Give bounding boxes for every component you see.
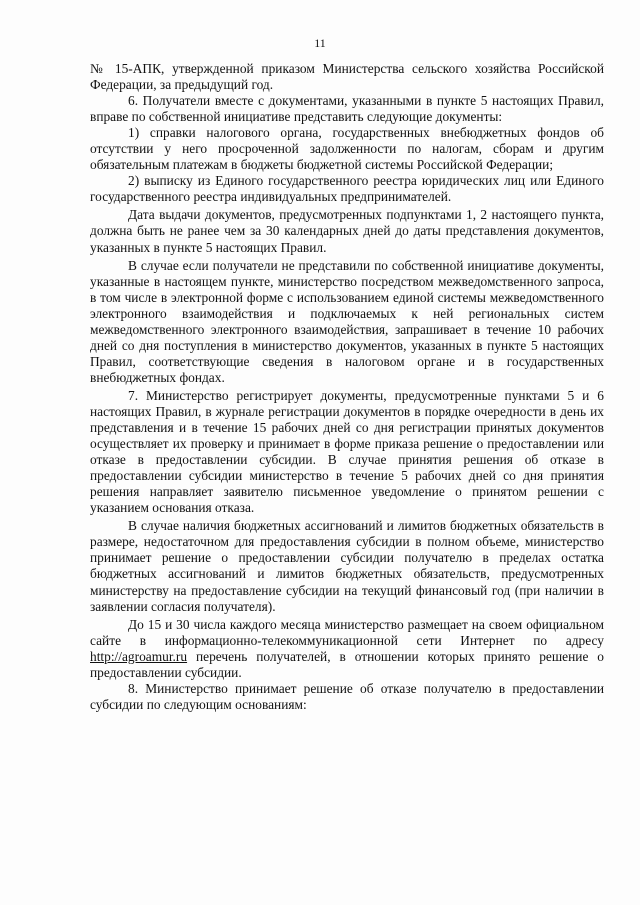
agroamur-link[interactable]: http://agroamur.ru — [90, 648, 188, 664]
document-body — [90, 61, 604, 713]
page-number: 11 — [314, 36, 326, 50]
publication-text-before: До 15 и 30 числа каждого месяца министерство размещает на своем официальном сайте в информационно-телекоммуникационной сети Интернет по адресу — [90, 616, 604, 648]
paragraph-budget-limits: В случае наличия бюджетных ассигнований и лимитов бюджетных обязательств в размере, недостаточном для предоставления субсидии в полном объеме, министерство принимает решение о предоставлении субсидии получателю в пределах остатка бюджетных ассигнований и лимитов бюджетных обязательств, предусмотренных министерству на предоставление субсидии на текущий финансовый год (при наличии в заявлении согласия получателя). — [90, 518, 604, 614]
publication-text-after: перечень получателей, в отношении которых принято решение о предоставлении субсидии. — [90, 648, 604, 680]
paragraph-clause-7: 7. Министерство регистрирует документы, предусмотренные пунктами 5 и 6 настоящих Правил, в журнале регистрации документов в порядке очередности в день их представления и в течение 15 рабочих дней со дня регистрации принятых документов осуществляет их проверку и принимает в форме приказа решение о предоставлении или отказе в предоставлении субсидии. В случае принятия решения об отказе в предоставлении субсидии министерство в течение 5 рабочих дней со дня принятия решения направляет заявителю письменное уведомление о принятом решении с указанием основания отказа. — [90, 387, 604, 516]
paragraph-item-1: 1) справки налогового органа, государственных внебюджетных фондов об отсутствии у него просроченной задолженности по налогам, сборам и другим обязательным платежам в бюджеты бюджетной системы Российской Федерации; — [90, 125, 604, 173]
paragraph-item-2: 2) выписку из Единого государственного реестра юридических лиц или Единого государственного реестра индивидуальных предпринимателей. — [90, 173, 604, 205]
paragraph-clause-8: 8. Министерство принимает решение об отказе получателю в предоставлении субсидии по следующим основаниям: — [90, 680, 604, 712]
paragraph-issue-date: Дата выдачи документов, предусмотренных подпунктами 1, 2 настоящего пункта, должна быть не ранее чем за 30 календарных дней до даты представления документов, указанных в пункте 5 настоящих Правил. — [90, 207, 604, 255]
paragraph-clause-6: 6. Получатели вместе с документами, указанными в пункте 5 настоящих Правил, вправе по собственной инициативе представить следующие документы: — [90, 93, 604, 125]
paragraph-publication — [90, 617, 604, 681]
paragraph-interagency-request: В случае если получатели не представили по собственной инициативе документы, указанные в настоящем пункте, министерство посредством межведомственного запроса, в том числе в электронной форме с использованием единой системы межведомственного электронного взаимодействия и подключаемых к ней региональных систем межведомственного электронного взаимодействия, запрашивает в течение 10 рабочих дней со дня поступления в министерство документов, указанных в пункте 5 настоящих Правил, соответствующие сведения в налоговом органе и в государственных внебюджетных фондах. — [90, 257, 604, 385]
paragraph-continuation: № 15-АПК, утвержденной приказом Министерства сельского хозяйства Российской Федерации, за предыдущий год. — [90, 61, 604, 93]
